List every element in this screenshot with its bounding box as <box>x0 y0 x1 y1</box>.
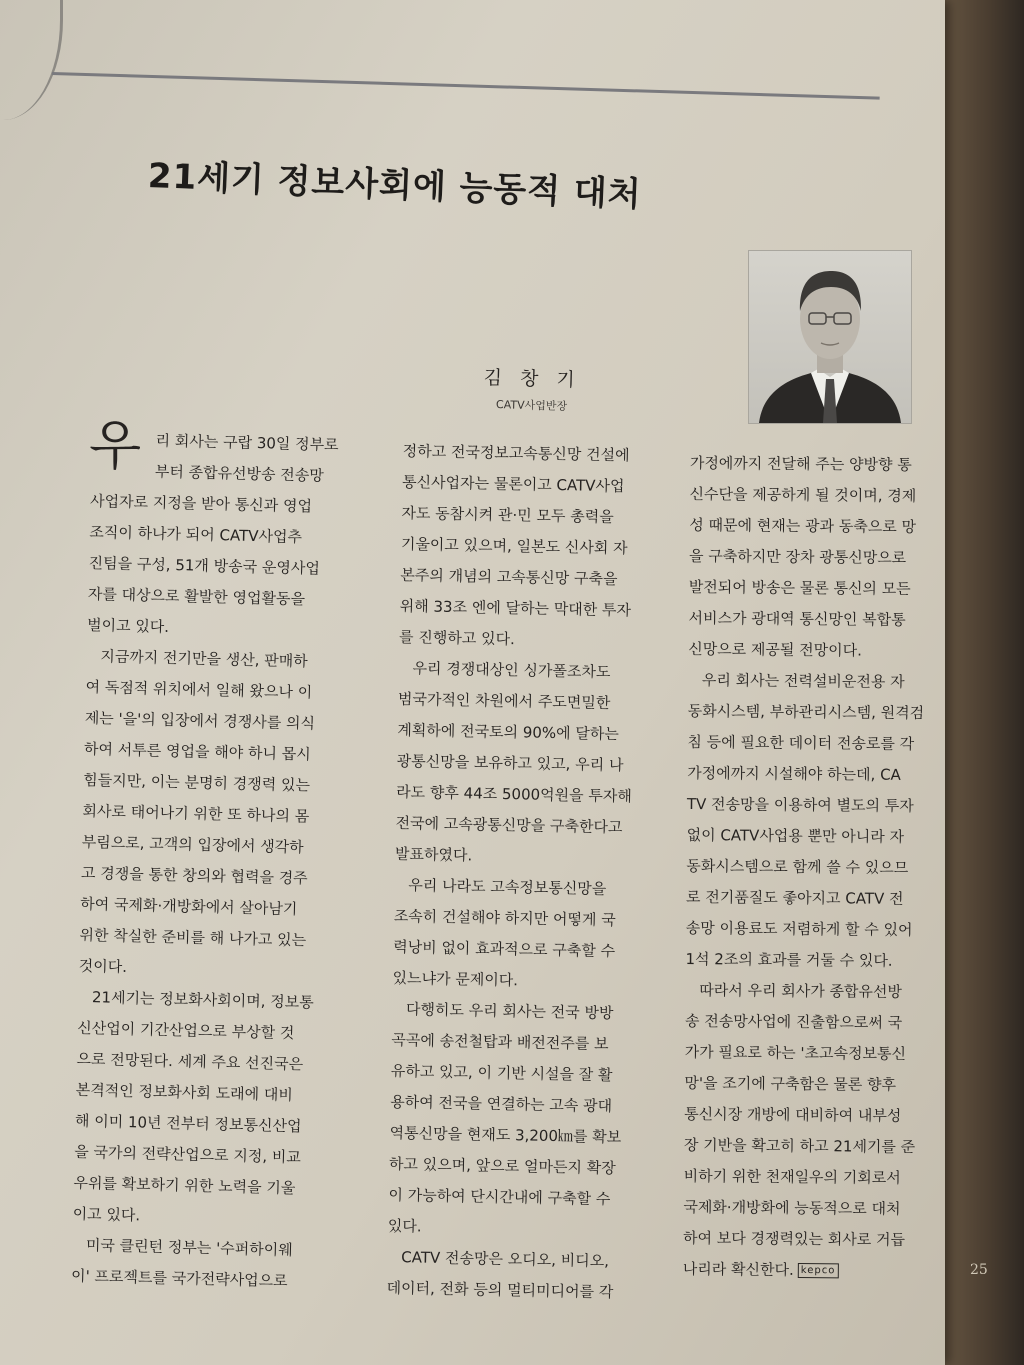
text-line: 신망으로 제공될 전망이다. <box>688 639 863 660</box>
text-line: 제는 '을'의 입장에서 경쟁사를 의식 <box>84 708 316 733</box>
text-line: 다행히도 우리 회사는 전국 방방 <box>405 1000 614 1023</box>
text-line: 망'을 조기에 구축함은 물론 향후 <box>684 1073 897 1094</box>
text-line: 가정에까지 전달해 주는 양방향 통 <box>689 453 912 474</box>
author-role: CATV사업반장 <box>495 398 568 413</box>
background-edge <box>934 0 1024 1365</box>
text-line: 곡곡에 송전철탑과 배전전주를 보 <box>391 1030 609 1054</box>
header-rule <box>52 72 880 100</box>
text-line: TV 전송망을 이용하여 별도의 투자 <box>686 794 914 815</box>
text-line: 가가 필요로 하는 '초고속정보통신 <box>684 1042 907 1063</box>
text-line: 비하기 위한 천재일우의 기회로서 <box>683 1166 901 1187</box>
text-line: 를 진행하고 있다. <box>398 627 516 649</box>
text-line: 성 때문에 현재는 광과 동축으로 망 <box>689 515 917 536</box>
text-line: 우리 나라도 고속정보통신망을 <box>408 876 607 898</box>
text-line: 없이 CATV사업용 뿐만 아니라 자 <box>686 825 905 846</box>
text-line: 이 가능하여 단시간내에 구축할 수 <box>388 1185 611 1209</box>
text-line: 우리 회사는 전력설비운전용 자 <box>701 671 905 691</box>
text-line: 여 독점적 위치에서 일해 왔으나 이 <box>85 677 313 702</box>
text-line: 부림으로, 고객의 입장에서 생각하 <box>81 832 304 857</box>
text-line: 유하고 있고, 이 기반 시설을 잘 활 <box>390 1061 613 1085</box>
text-column-1 <box>71 424 339 1298</box>
text-line: 하여 국제화·개방화에서 살아남기 <box>80 894 298 919</box>
text-line: 역통신망을 현재도 3,200㎞를 확보 <box>389 1123 622 1147</box>
text-line: 범국가적인 차원에서 주도면밀한 <box>397 689 611 713</box>
text-line: 벌이고 있다. <box>86 615 170 636</box>
text-line: 로 전기품질도 좋아지고 CATV 전 <box>686 887 904 908</box>
text-line: 회사로 태어나기 위한 또 하나의 몸 <box>82 801 310 826</box>
text-line: 조속히 건설해야 하지만 어떻게 국 <box>393 906 616 930</box>
text-line: 데이터, 전화 등의 멀티미디어를 각 <box>386 1278 614 1302</box>
text-line: 신산업이 기간산업으로 부상할 것 <box>77 1018 295 1043</box>
text-line: 전국에 고속광통신망을 구축한다고 <box>395 813 623 837</box>
text-line: 진팀을 구성, 51개 방송국 운영사업 <box>88 553 321 578</box>
drop-cap: 우 <box>89 414 142 477</box>
text-line: 국제화·개방화에 능동적으로 대처 <box>683 1197 901 1218</box>
text-line: 위해 33조 엔에 달하는 막대한 투자 <box>399 596 632 620</box>
text-line: 동화시스템으로 함께 쓸 수 있으므 <box>686 856 909 877</box>
text-line: 이' 프로젝트를 국가전략사업으로 <box>70 1266 288 1291</box>
text-line: 장 기반을 확고히 하고 21세기를 준 <box>683 1135 916 1156</box>
text-line: 지금까지 전기만을 생산, 판매하 <box>100 647 308 671</box>
text-line: 본격적인 정보화사회 도래에 대비 <box>75 1080 294 1105</box>
text-line: 있느냐가 문제이다. <box>392 968 519 990</box>
text-line: 가정에까지 시설해야 하는데, CA <box>687 763 901 784</box>
article-title: 21세기 정보사회에 능동적 대처 <box>147 156 643 215</box>
text-line: 해 이미 10년 전부터 정보통신산업 <box>74 1111 302 1136</box>
text-line: 하고 있으며, 앞으로 얼마든지 확장 <box>388 1154 616 1178</box>
text-line: 고 경쟁을 통한 창의와 협력을 경주 <box>80 863 308 888</box>
text-line: 통신시장 개방에 대비하여 내부성 <box>684 1104 902 1125</box>
author-photo <box>748 250 912 424</box>
text-line: 서비스가 광대역 통신망인 복합통 <box>688 608 906 629</box>
text-line: 따라서 우리 회사가 종합유선방 <box>699 981 903 1001</box>
text-line: 힘들지만, 이는 분명히 경쟁력 있는 <box>83 770 311 795</box>
text-line: 침 등에 필요한 데이터 전송로를 각 <box>687 732 915 753</box>
text-line: 을 구축하지만 장차 광통신망으로 <box>688 546 907 567</box>
text-line: 발전되어 방송은 물론 통신의 모든 <box>688 577 911 598</box>
text-line: 라도 향후 44조 5000억원을 투자해 <box>395 782 633 806</box>
text-line: 미국 클린턴 정부는 '수퍼하이웨 <box>85 1236 293 1260</box>
text-line: 사업자로 지정을 받아 통신과 영업 <box>89 491 313 516</box>
text-line: 자를 대상으로 활발한 영업활동을 <box>87 584 306 609</box>
text-line: 위한 착실한 준비를 해 나가고 있는 <box>79 925 307 950</box>
text-line: 1석 2조의 효과를 거둘 수 있다. <box>685 949 893 970</box>
text-line: 을 국가의 전략산업으로 지정, 비교 <box>73 1142 302 1167</box>
kepco-end-mark: kepco <box>798 1263 839 1278</box>
text-line: 조직이 하나가 되어 CATV사업추 <box>89 522 303 547</box>
text-line: 송망 이용료도 저렴하게 할 수 있어 <box>685 918 913 939</box>
text-line: 우위를 확보하기 위한 노력을 기울 <box>73 1173 296 1198</box>
text-line: 이고 있다. <box>72 1204 141 1225</box>
text-line: 력낭비 없이 효과적으로 구축할 수 <box>393 937 616 961</box>
text-line: 정하고 전국정보고속통신망 건설에 <box>402 441 630 465</box>
text-line: 통신사업자는 물론이고 CATV사업 <box>401 472 625 496</box>
text-line: 신수단을 제공하게 될 것이며, 경제 <box>689 484 917 505</box>
text-line: 동화시스템, 부하관리시스템, 원격검 <box>687 701 925 723</box>
text-line: 21세기는 정보화사회이며, 정보통 <box>91 988 314 1012</box>
text-column-3 <box>683 448 927 1287</box>
text-line: 송 전송망사업에 진출함으로써 국 <box>684 1011 903 1032</box>
text-line: 있다. <box>387 1216 422 1236</box>
text-line: 광통신망을 보유하고 있고, 우리 나 <box>396 751 624 775</box>
text-column-2 <box>386 436 638 1308</box>
text-line: 자도 동참시켜 관·민 모두 총력을 <box>401 503 614 527</box>
text-line: 나리라 확신한다. <box>682 1259 794 1279</box>
author-name: 김 창 기 <box>483 366 582 392</box>
author-byline <box>445 362 618 415</box>
text-line: 발표하였다. <box>394 844 473 865</box>
text-line: 용하여 전국을 연결하는 고속 광대 <box>390 1092 613 1116</box>
text-line: 하여 서투른 영업을 해야 하니 몹시 <box>83 739 311 764</box>
text-line: 것이다. <box>78 956 128 977</box>
text-line: CATV 전송망은 오디오, 비디오, <box>401 1248 610 1271</box>
text-line: 으로 전망된다. 세계 주요 선진국은 <box>76 1049 304 1074</box>
text-line: 기울이고 있으며, 일본도 신사회 자 <box>400 534 628 558</box>
page-number: 25 <box>970 1262 988 1278</box>
text-line: 우리 경쟁대상인 싱가폴조차도 <box>412 659 611 682</box>
page-curl-edge <box>0 0 63 120</box>
text-line: 계획하에 전국토의 90%에 달하는 <box>397 720 620 744</box>
text-line: 부터 종합유선방송 전송망 <box>154 462 324 485</box>
text-line: 리 회사는 구랍 30일 정부로 <box>155 431 339 455</box>
text-line: 하여 보다 경쟁력있는 회사로 거듭 <box>683 1228 906 1249</box>
text-line: 본주의 개념의 고속통신망 구축을 <box>400 565 618 589</box>
